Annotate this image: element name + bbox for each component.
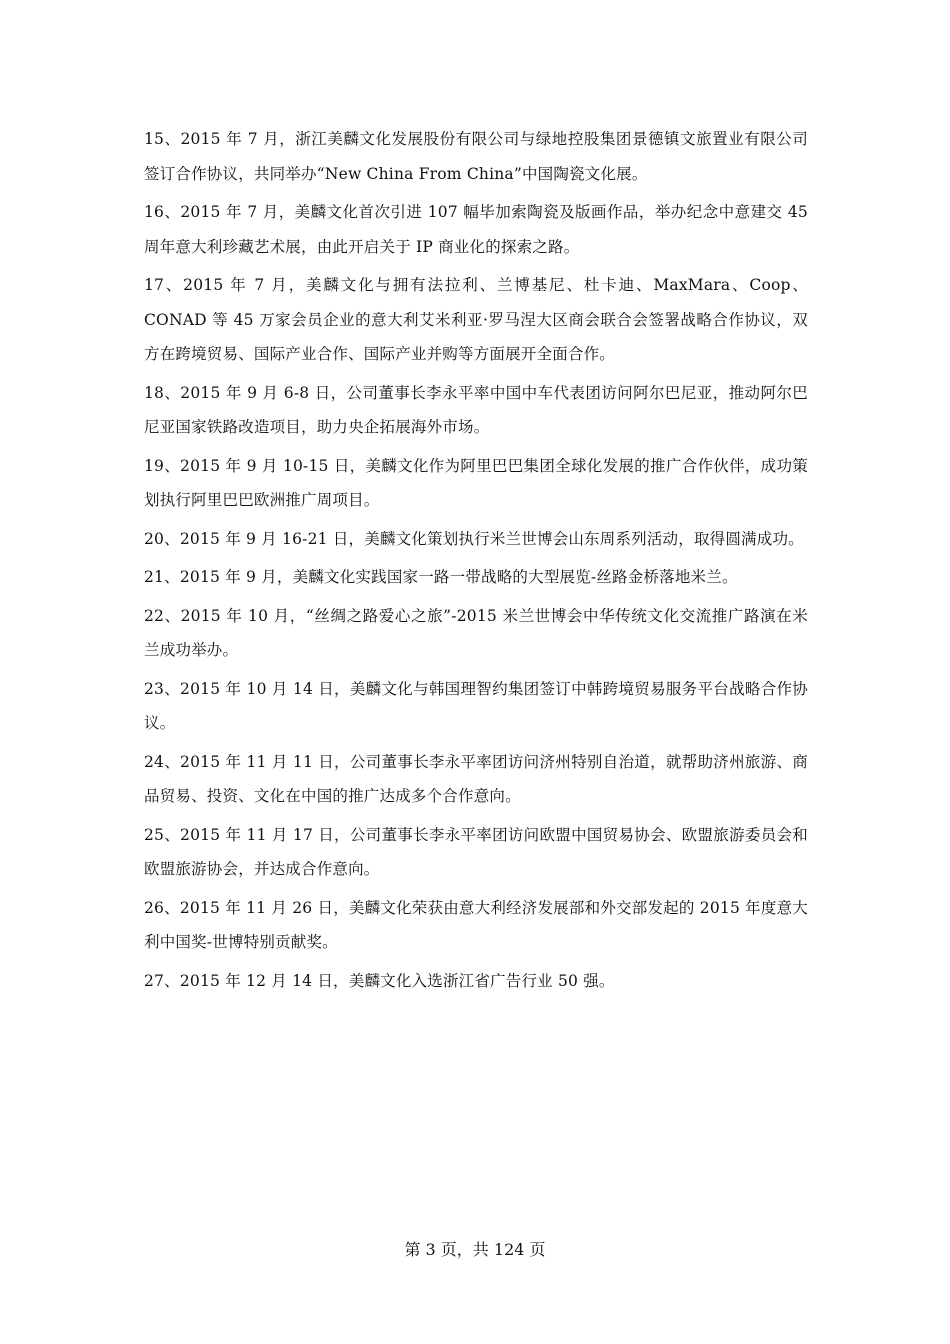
list-item: 27、2015 年 12 月 14 日，美麟文化入选浙江省广告行业 50 强。 — [144, 971, 615, 990]
page-number-footer: 第 3 页，共 124 页 — [404, 1240, 546, 1259]
list-item: 25、2015 年 11 月 17 日，公司董事长李永平率团访问欧盟中国贸易协会、欧盟旅游委员会和欧盟旅游协会，并达成合作意向。 — [144, 825, 808, 878]
list-item: 18、2015 年 9 月 6-8 日，公司董事长李永平率中国中车代表团访问阿尔巴尼亚，推动阿尔巴尼亚国家铁路改造项目，助力央企拓展海外市场。 — [144, 383, 808, 436]
list-item: 22、2015 年 10 月，“丝绸之路爱心之旅”-2015 米兰世博会中华传统文化交流推广路演在米兰成功举办。 — [144, 606, 808, 659]
entry-list — [144, 122, 808, 1002]
list-item: 24、2015 年 11 月 11 日，公司董事长李永平率团访问济州特别自治道，就帮助济州旅游、商品贸易、投资、文化在中国的推广达成多个合作意向。 — [144, 752, 808, 805]
list-item: 17、2015 年 7 月，美麟文化与拥有法拉利、兰博基尼、杜卡迪、MaxMara、Coop、CONAD 等 45 万家会员企业的意大利艾米利亚·罗马涅大区商会联合会签署战略合作协议，双方在跨境贸易、国际产业合作、国际产业并购等方面展开全面合作。 — [144, 276, 808, 363]
list-item: 26、2015 年 11 月 26 日，美麟文化荣获由意大利经济发展部和外交部发起的 2015 年度意大利中国奖-世博特别贡献奖。 — [144, 898, 808, 951]
list-item: 15、2015 年 7 月，浙江美麟文化发展股份有限公司与绿地控股集团景德镇文旅置业有限公司签订合作协议，共同举办“New China From China”中国陶瓷文化展。 — [144, 130, 808, 183]
list-item: 16、2015 年 7 月，美麟文化首次引进 107 幅毕加索陶瓷及版画作品，举办纪念中意建交 45 周年意大利珍藏艺术展，由此开启关于 IP 商业化的探索之路。 — [144, 203, 808, 256]
list-item: 19、2015 年 9 月 10-15 日，美麟文化作为阿里巴巴集团全球化发展的推广合作伙伴，成功策划执行阿里巴巴欧洲推广周项目。 — [144, 456, 808, 509]
list-item: 21、2015 年 9 月，美麟文化实践国家一路一带战略的大型展览-丝路金桥落地米兰。 — [144, 568, 738, 586]
list-item: 23、2015 年 10 月 14 日，美麟文化与韩国理智约集团签订中韩跨境贸易服务平台战略合作协议。 — [144, 679, 808, 732]
list-item: 20、2015 年 9 月 16-21 日，美麟文化策划执行米兰世博会山东周系列活动，取得圆满成功。 — [144, 529, 804, 548]
